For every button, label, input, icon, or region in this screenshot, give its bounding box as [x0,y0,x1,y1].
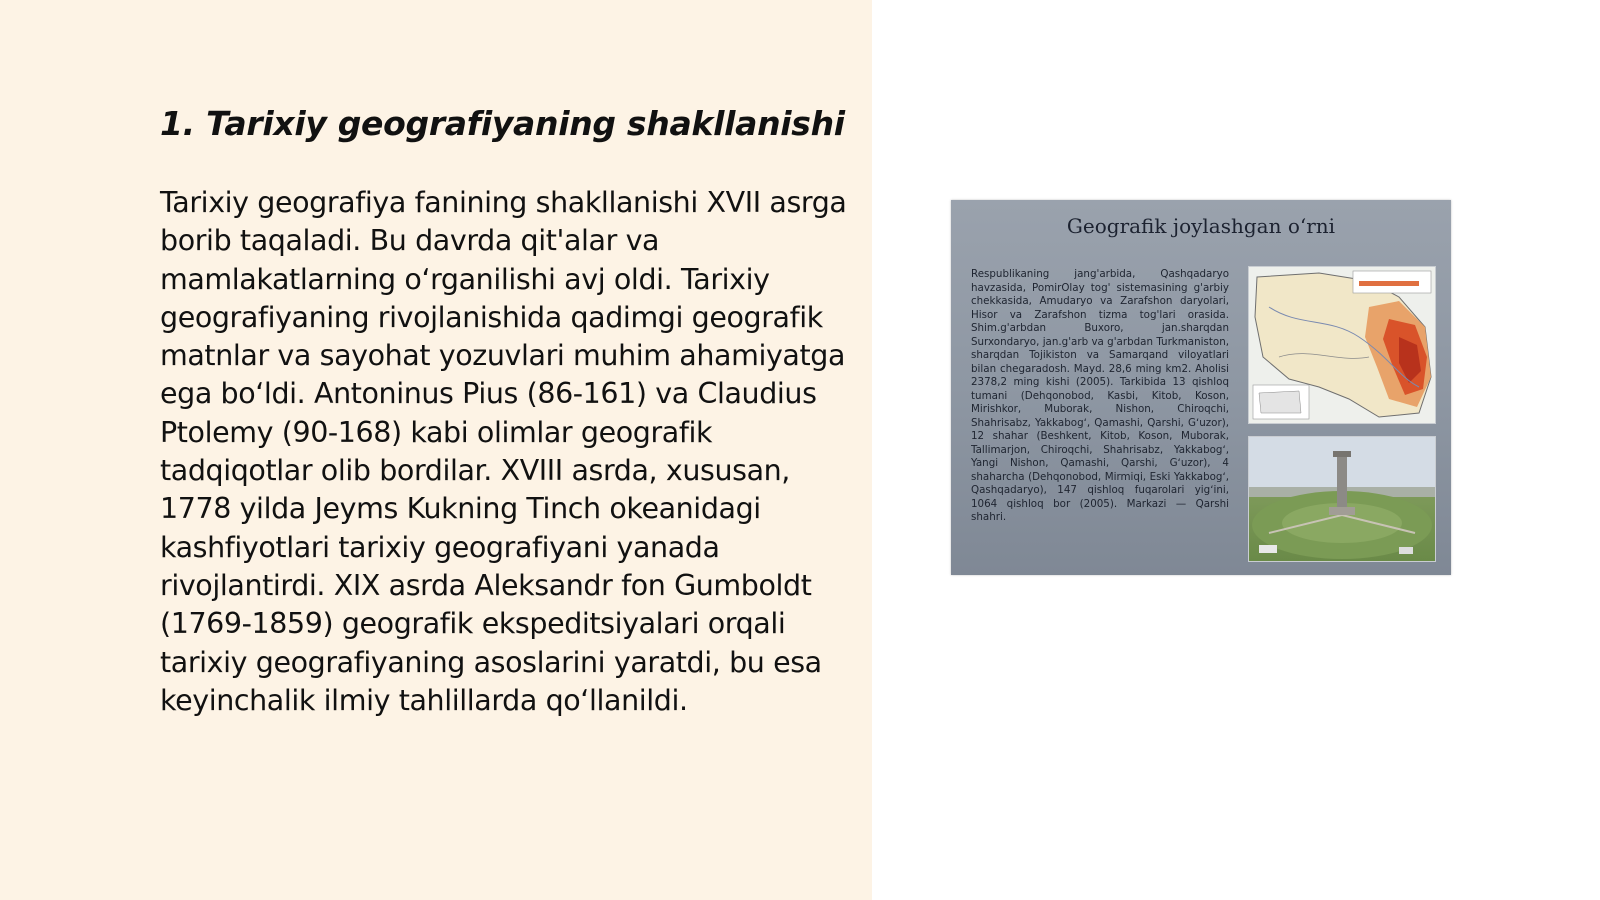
photo-drawing [1249,437,1435,561]
figure-paragraph: Respublikaning jang'arbida, Qashqadaryo havzasida, PomirOlay tog' sistemasining g'arbiy chekkasida, Amudaryo va Zarafshon daryolari, Hisor va Zarafshon tizma tog'lari orasida. Shim.g'arbdan Buxoro, jan.sharqdan Surxondaryo, jan.g'arb va g'arbdan Turkmaniston, sharqdan Tojikiston va Samarqand viloyatlari bilan chegaradosh. Mayd. 28,6 ming km2. Aholisi 2378,2 ming kishi (2005). Tarkibida 13 qishloq tumani (Dehqonobod, Kasbi, Kitob, Koson, Mirishkor, Muborak, Nishon, Chiroqchi, Shahrisabz, Yakkabogʻ, Qamashi, Qarshi, Gʻuzor), 12 shahar (Beshkent, Kitob, Koson, Muborak, Tallimarjon, Chiroqchi, Shahrisabz, Yakkabogʻ, Yangi Nishon, Qamashi, Qarshi, Gʻuzor), 4 shaharcha (Dehqonobod, Mirmiqi, Eski Yakkabogʻ, Qashqadaryo), 147 qishloq fuqarolari yigʻini, 1064 qishloq bor (2005). Markazi — Qarshi shahri. [971,268,1229,523]
slide-body-text: Tarixiy geografiya fanining shakllanishi XVII asrga borib taqaladi. Bu davrda qit'alar va mamlakatlarning oʻrganilishi avj oldi. Tarixiy geografiyaning rivojlanishida qadimgi geografik matnlar va sayohat yozuvlari muhim ahamiyatga ega boʻldi. Antoninus Pius (86-161) va Claudius Ptolemy (90-168) kabi olimlar geografik tadqiqotlar olib bordilar. XVIII asrda, xususan, 1778 yilda Jeyms Kukning Tinch okeanidagi kashfiyotlari tarixiy geografiyani yanada rivojlantirdi. XIX asrda Aleksandr fon Gumboldt (1769-1859) geografik ekspeditsiyalari orqali tarixiy geografiyaning asoslarini yaratdi, bu esa keyinchalik ilmiy tahlillarda qoʻllanildi. [160,186,847,717]
regional-map-image [1248,266,1436,424]
map-drawing [1249,267,1435,423]
embedded-slide-image [951,200,1451,575]
figure-title: Geografik joylashgan oʻrni [1066,214,1336,238]
monument-photo-image [1248,436,1436,562]
slide-title: 1. Tarixiy geografiyaning shakllanishi [160,104,845,143]
